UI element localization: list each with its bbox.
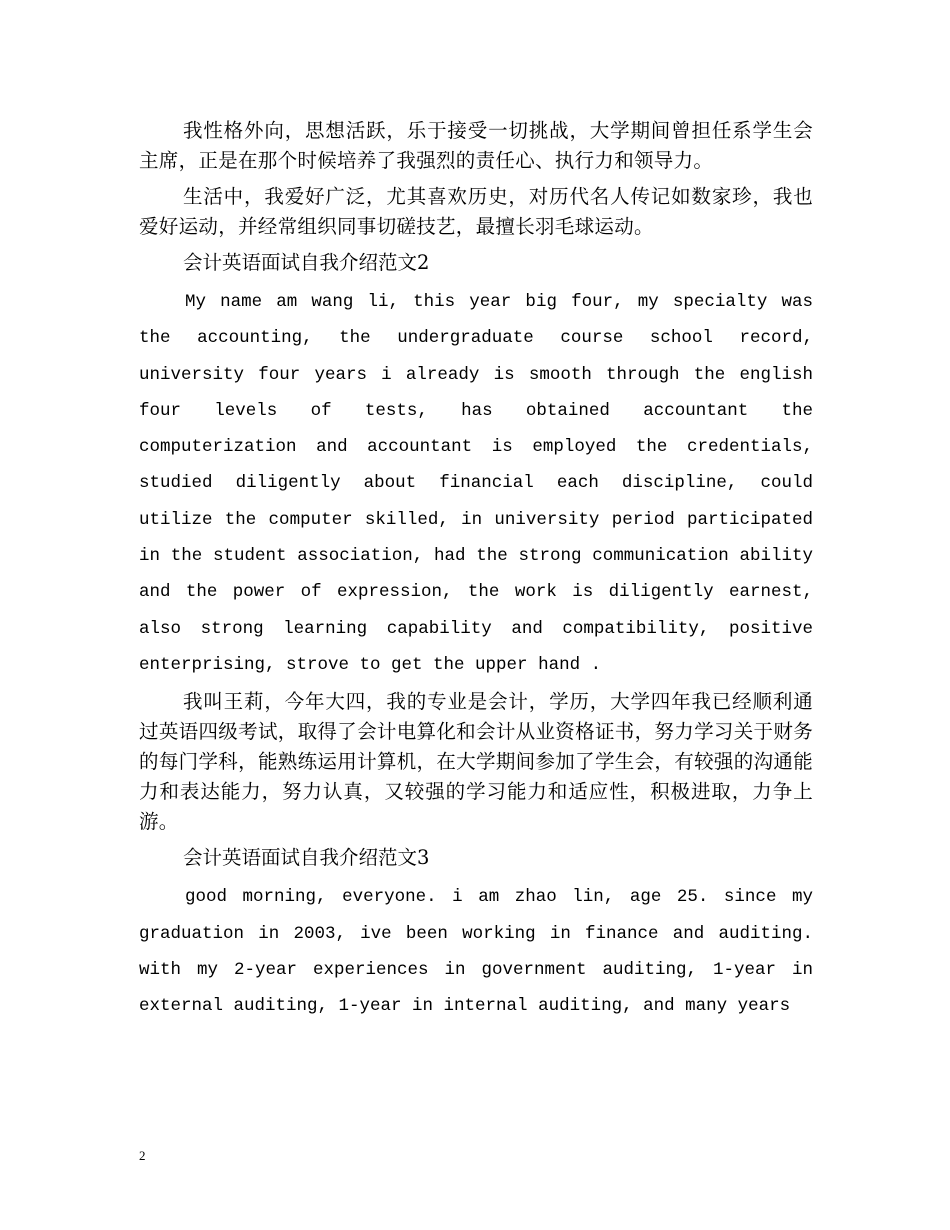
section-heading-2: 会计英语面试自我介绍范文2 (183, 251, 430, 274)
paragraph-personality: 我性格外向，思想活跃，乐于接受一切挑战，大学期间曾担任系学生会主席，正是在那个时候培养了我强烈的责任心、执行力和领导力。 (139, 119, 813, 172)
paragraph-english-sample-2: My name am wang li, this year big four, my specialty was the accounting, the undergraduate course school record, university four years i already is smooth through the english four levels of tests, has obtained accountant the computerization and accountant is employed the credentials, studied diligently about financial each discipline, could utilize the computer skilled, in university period participated in the student association, had the strong communication ability and the power of expression, the work is diligently earnest, also strong learning capability and compatibility, positive enterprising, strove to get the upper hand . (139, 292, 813, 675)
paragraph-english-sample-3: good morning, everyone. i am zhao lin, age 25. since my graduation in 2003, ive been working in finance and auditing. with my 2-year experiences in government auditing, 1-year in external auditing, 1-year in internal auditing, and many years (139, 887, 813, 1017)
paragraph-hobbies: 生活中，我爱好广泛，尤其喜欢历史，对历代名人传记如数家珍，我也爱好运动，并经常组织同事切磋技艺，最擅长羽毛球运动。 (139, 185, 813, 238)
document-body (139, 116, 813, 1028)
section-heading-3: 会计英语面试自我介绍范文3 (183, 846, 430, 870)
page-number: 2 (139, 1148, 146, 1163)
paragraph-chinese-sample-2: 我叫王莉，今年大四，我的专业是会计，学历，大学四年我已经顺利通过英语四级考试，取得了会计电算化和会计从业资格证书，努力学习关于财务的每门学科，能熟练运用计算机，在大学期间参加了学生会，有较强的沟通能力和表达能力，努力认真，又较强的学习能力和适应性，积极进取，力争上游。 (139, 690, 813, 834)
